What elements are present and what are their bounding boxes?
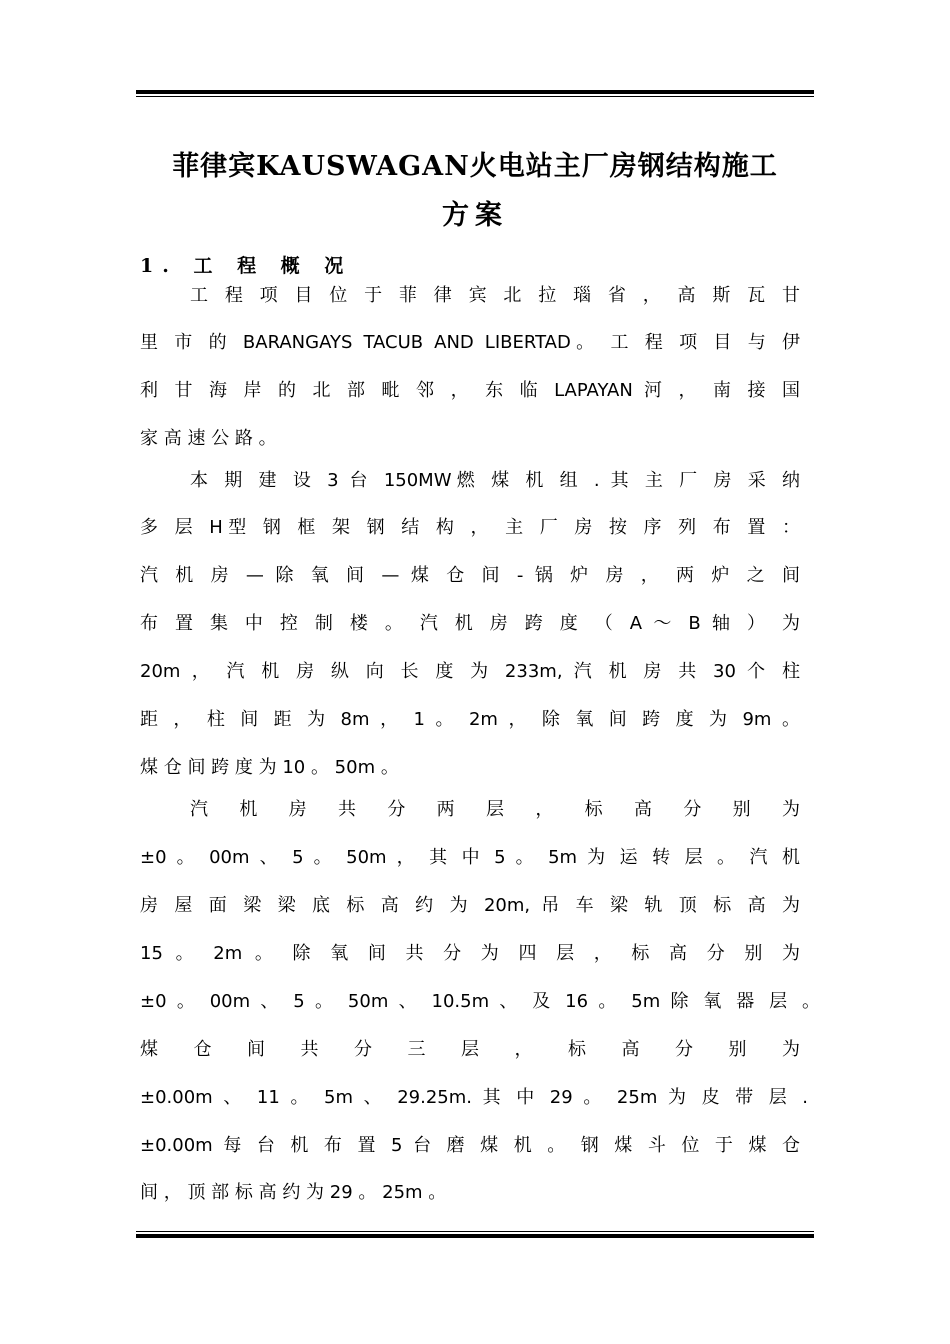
top-border-rule: [136, 90, 814, 97]
body-line: 布 置 集 中 控 制 楼 。 汽 机 房 跨 度 （ A ～ B 轴 ） 为: [140, 613, 800, 634]
document-title-line-2: 方案: [442, 200, 508, 231]
body-line: 15 。 2m 。 除 氧 间 共 分 为 四 层 ， 标 高 分 别 为: [140, 943, 800, 964]
body-line: 本 期 建 设 3 台 150MW燃 煤 机 组 . 其 主 厂 房 采 纳: [190, 470, 800, 491]
body-line: ±0 。 00m 、 5 。 50m 、 10.5m 、 及 16 。 5m 除 氧 器 层 。: [140, 991, 820, 1012]
body-line: 煤 仓 间 共 分 三 层 ， 标 高 分 别 为: [140, 1039, 800, 1060]
body-line: 里 市 的 BARANGAYS TACUB AND LIBERTAD。 工 程 项 目 与 伊: [140, 332, 800, 353]
body-line: ±0 。 00m 、 5 。 50m ， 其 中 5 。 5m 为 运 转 层 。 汽 机: [140, 847, 800, 868]
body-line: 利 甘 海 岸 的 北 部 毗 邻 ， 东 临 LAPAYAN 河 ， 南 接 国: [140, 380, 800, 401]
document-title-line-1: 菲律宾KAUSWAGAN火电站主厂房钢结构施工: [172, 151, 778, 182]
body-line: 间 ， 顶 部 标 高 约 为 29 。 25m 。: [140, 1182, 447, 1203]
body-line: ±0.00m 每 台 机 布 置 5 台 磨 煤 机 。 钢 煤 斗 位 于 煤 仓: [140, 1135, 800, 1156]
body-line: 工 程 项 目 位 于 菲 律 宾 北 拉 瑙 省 ， 高 斯 瓦 甘: [190, 285, 800, 306]
body-line: 煤 仓 间 跨 度 为 10 。 50m 。: [140, 757, 399, 778]
body-line: 房 屋 面 梁 梁 底 标 高 约 为 20m, 吊 车 梁 轨 顶 标 高 为: [140, 895, 800, 916]
body-line: ±0.00m 、 11 。 5m 、 29.25m. 其 中 29 。 25m 为 皮 带 层 .: [140, 1087, 808, 1108]
body-line: 汽 机 房 共 分 两 层 ， 标 高 分 别 为: [190, 799, 800, 820]
bottom-border-rule: [136, 1231, 814, 1238]
body-line: 汽 机 房 — 除 氧 间 — 煤 仓 间 - 锅 炉 房 ， 两 炉 之 间: [140, 565, 800, 586]
body-line: 多 层 H型 钢 框 架 钢 结 构 ， 主 厂 房 按 序 列 布 置 ：: [140, 517, 800, 538]
section-heading: 1. 工 程 概 况: [140, 255, 353, 277]
body-line: 20m ， 汽 机 房 纵 向 长 度 为 233m, 汽 机 房 共 30 个 柱: [140, 661, 800, 682]
body-line: 家 高 速 公 路 。: [140, 428, 277, 449]
body-line: 距 ， 柱 间 距 为 8m ， 1 。 2m ， 除 氧 间 跨 度 为 9m 。: [140, 709, 800, 730]
